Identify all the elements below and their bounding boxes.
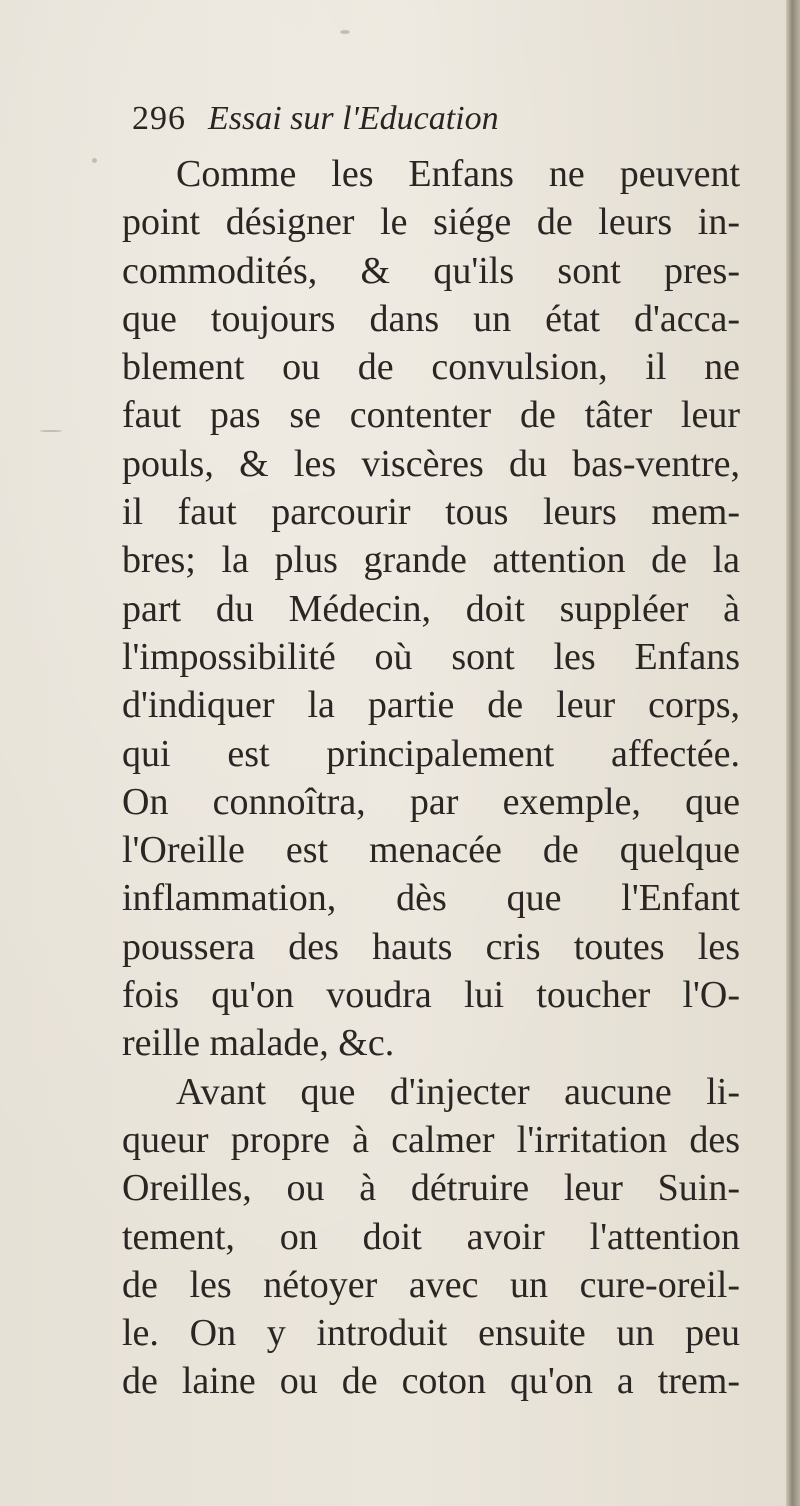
text-line: Avant que d'injecter aucune li- (176, 1070, 740, 1113)
text-line: faut pas se contenter de tâter leur (122, 394, 740, 437)
text-line: le. On y introduit ensuite un peu (122, 1312, 740, 1355)
text-line: bres; la plus grande attention de la (122, 539, 740, 582)
text-line: part du Médecin, doit suppléer à (122, 587, 740, 630)
text-line: de les nétoyer avec un cure-oreil- (122, 1263, 740, 1306)
page-edge (786, 0, 800, 1506)
text-line: On connoîtra, par exemple, que (122, 780, 740, 823)
text-line: de laine ou de coton qu'on a trem- (122, 1360, 740, 1403)
running-title: Essai sur l'Education (208, 100, 499, 137)
text-line: l'impossibilité où sont les Enfans (122, 635, 740, 678)
text-line: qui est principalement affectée. (122, 732, 740, 775)
text-line: il faut parcourir tous leurs mem- (122, 491, 740, 534)
text-line: l'Oreille est menacée de quelque (122, 829, 740, 872)
text-line: que toujours dans un état d'acca- (122, 297, 740, 340)
text-line: tement, on doit avoir l'attention (122, 1215, 740, 1258)
text-line: queur propre à calmer l'irritation des (122, 1118, 740, 1161)
text-line: commodités, & qu'ils sont pres- (122, 249, 740, 292)
text-line: fois qu'on voudra lui toucher l'O- (122, 974, 740, 1017)
page-number: 296 (132, 100, 186, 137)
paper-blemish (340, 30, 350, 34)
text-line: d'indiquer la partie de leur corps, (122, 684, 740, 727)
text-line: pouls, & les viscères du bas-ventre, (122, 442, 740, 485)
text-line: reille malade, &c. (122, 1022, 395, 1065)
text-line: Oreilles, ou à détruire leur Suin- (122, 1167, 740, 1210)
body-text (122, 150, 740, 1406)
paper-blemish (40, 430, 62, 432)
text-line: poussera des hauts cris toutes les (122, 925, 740, 968)
running-head (132, 100, 692, 150)
text-line: inflammation, dès que l'Enfant (122, 877, 740, 920)
text-line: blement ou de convulsion, il ne (122, 346, 740, 389)
text-line: Comme les Enfans ne peuvent (176, 153, 740, 195)
text-line: point désigner le siége de leurs in- (122, 201, 740, 244)
paper-blemish (92, 158, 97, 163)
